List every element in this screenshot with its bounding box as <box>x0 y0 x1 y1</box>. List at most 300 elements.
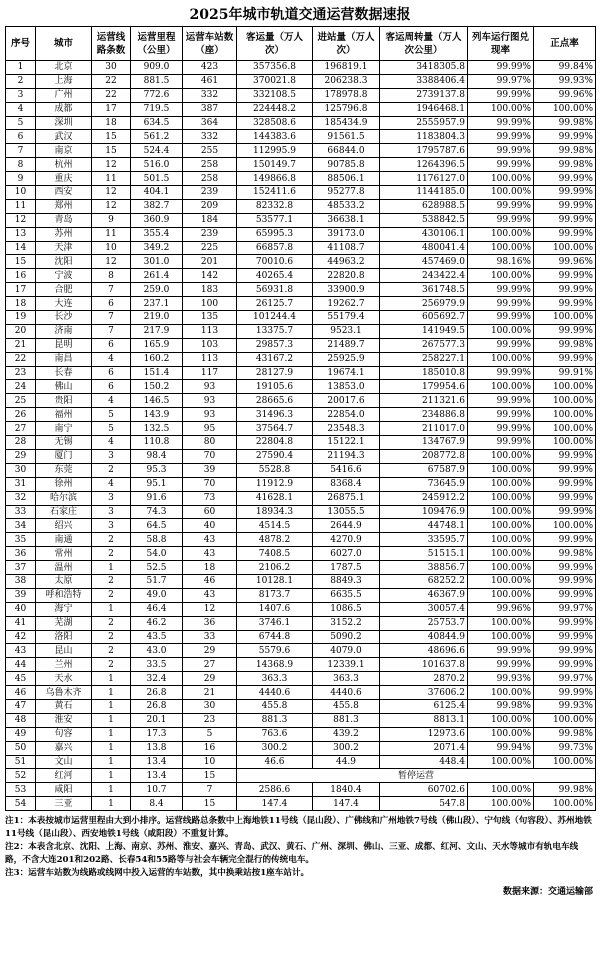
table-cell: 99.98% <box>468 699 534 713</box>
table-row <box>6 699 596 713</box>
table-cell: 13375.7 <box>237 324 313 338</box>
table-cell: 73 <box>183 491 237 505</box>
table-cell: 66844.0 <box>313 144 380 158</box>
table-cell: 99.99% <box>468 88 534 102</box>
table-cell: 501.5 <box>131 172 183 186</box>
table-cell: 10 <box>183 755 237 769</box>
table-cell: 11 <box>6 199 36 213</box>
table-cell: 48696.6 <box>380 644 468 658</box>
table-row <box>6 130 596 144</box>
table-cell: 100.00% <box>534 241 596 255</box>
table-cell: 芜湖 <box>36 616 92 630</box>
table-cell: 99.99% <box>468 311 534 325</box>
table-cell: 40 <box>6 602 36 616</box>
table-cell: 117 <box>183 366 237 380</box>
table-cell: 1 <box>92 561 131 575</box>
table-cell: 37564.7 <box>237 422 313 436</box>
table-cell: 23 <box>183 713 237 727</box>
table-cell: 100.00% <box>468 561 534 575</box>
table-cell: 100.00% <box>468 505 534 519</box>
table-row <box>6 547 596 561</box>
table-cell: 150149.7 <box>237 158 313 172</box>
table-cell: 东莞 <box>36 463 92 477</box>
table-cell: 100.00% <box>468 574 534 588</box>
table-cell: 18 <box>92 116 131 130</box>
table-cell: 1 <box>92 769 131 783</box>
table-cell: 110.8 <box>131 436 183 450</box>
table-cell: 99.99% <box>534 269 596 283</box>
table-cell: 332 <box>183 88 237 102</box>
table-row <box>6 324 596 338</box>
table-cell: 99.99% <box>468 338 534 352</box>
table-cell: 211017.0 <box>380 422 468 436</box>
table-cell: 99.98% <box>534 783 596 797</box>
table-cell: 100.00% <box>534 422 596 436</box>
table-cell: 12 <box>92 255 131 269</box>
table-cell: 224448.2 <box>237 102 313 116</box>
table-cell: 红河 <box>36 769 92 783</box>
table-cell: 22804.8 <box>237 436 313 450</box>
table-cell: 5528.8 <box>237 463 313 477</box>
table-cell: 206238.3 <box>313 74 380 88</box>
table-cell: 3 <box>92 491 131 505</box>
table-cell: 113 <box>183 324 237 338</box>
table-cell: 37 <box>6 561 36 575</box>
table-cell: 13.4 <box>131 769 183 783</box>
table-cell: 4440.6 <box>313 686 380 700</box>
table-cell: 70 <box>183 449 237 463</box>
table-cell: 93 <box>183 394 237 408</box>
table-row <box>6 491 596 505</box>
table-cell: 26125.7 <box>237 297 313 311</box>
table-cell: 60702.6 <box>380 783 468 797</box>
table-cell: 7408.5 <box>237 547 313 561</box>
table-cell: 332108.5 <box>237 88 313 102</box>
table-cell: 99.99% <box>534 616 596 630</box>
table-cell: 361748.5 <box>380 283 468 297</box>
table-cell: 99.99% <box>534 352 596 366</box>
table-cell: 404.1 <box>131 186 183 200</box>
table-cell: 12 <box>183 602 237 616</box>
table-cell: 14 <box>6 241 36 255</box>
table-cell: 三亚 <box>36 797 92 811</box>
table-cell: 2 <box>92 574 131 588</box>
table-cell: 151.4 <box>131 366 183 380</box>
table-cell: 147.4 <box>237 797 313 811</box>
table-cell: 73645.9 <box>380 477 468 491</box>
table-cell: 225 <box>183 241 237 255</box>
header-city: 城市 <box>36 27 92 61</box>
table-cell: 2 <box>92 588 131 602</box>
header-index: 序号 <box>6 27 36 61</box>
table-cell: 99.99% <box>534 283 596 297</box>
table-cell: 99.98% <box>534 116 596 130</box>
table-cell: 255 <box>183 144 237 158</box>
table-cell: 99.98% <box>534 338 596 352</box>
table-cell: 无锡 <box>36 436 92 450</box>
table-cell: 12 <box>92 199 131 213</box>
table-cell: 昆明 <box>36 338 92 352</box>
table-cell: 99.99% <box>534 324 596 338</box>
table-cell: 605692.7 <box>380 311 468 325</box>
table-cell: 7 <box>92 311 131 325</box>
table-row <box>6 574 596 588</box>
table-cell: 2 <box>6 74 36 88</box>
table-cell: 21 <box>183 686 237 700</box>
table-cell: 绍兴 <box>36 519 92 533</box>
table-cell: 41108.7 <box>313 241 380 255</box>
table-row <box>6 144 596 158</box>
table-cell: 134767.9 <box>380 436 468 450</box>
table-cell: 99.99% <box>534 686 596 700</box>
table-cell: 209 <box>183 199 237 213</box>
header-stations: 运营车站数（座） <box>183 27 237 61</box>
table-cell: 439.2 <box>313 727 380 741</box>
table-cell: 64.5 <box>131 519 183 533</box>
table-cell: 28 <box>6 436 36 450</box>
table-cell: 99.98% <box>534 547 596 561</box>
table-cell: 2 <box>92 644 131 658</box>
table-cell: 大连 <box>36 297 92 311</box>
table-cell: 100.00% <box>534 102 596 116</box>
table-cell: 91561.5 <box>313 130 380 144</box>
table-cell: 2 <box>92 463 131 477</box>
table-cell: 4270.9 <box>313 533 380 547</box>
table-cell: 31496.3 <box>237 408 313 422</box>
table-cell: 5416.6 <box>313 463 380 477</box>
table-cell: 99.99% <box>534 533 596 547</box>
table-cell: 6 <box>92 338 131 352</box>
table-cell: 185010.8 <box>380 366 468 380</box>
table-row <box>6 658 596 672</box>
table-cell: 44.9 <box>313 755 380 769</box>
table-row <box>6 172 596 186</box>
table-cell: 211321.6 <box>380 394 468 408</box>
table-cell: 常州 <box>36 547 92 561</box>
table-cell: 70010.6 <box>237 255 313 269</box>
table-row <box>6 186 596 200</box>
table-cell: 300.2 <box>237 741 313 755</box>
table-cell: 呼和浩特 <box>36 588 92 602</box>
table-cell: 628988.5 <box>380 199 468 213</box>
table-cell: 1264396.5 <box>380 158 468 172</box>
table-cell: 245912.2 <box>380 491 468 505</box>
table-cell: 13.4 <box>131 755 183 769</box>
table-cell: 524.4 <box>131 144 183 158</box>
table-cell: 99.99% <box>534 199 596 213</box>
table-cell: 西安 <box>36 186 92 200</box>
table-cell: 22 <box>92 88 131 102</box>
table-row <box>6 241 596 255</box>
table-row <box>6 519 596 533</box>
table-cell: 43.5 <box>131 630 183 644</box>
table-cell: 135 <box>183 311 237 325</box>
table-cell: 258 <box>183 172 237 186</box>
table-cell: 41 <box>6 616 36 630</box>
table-cell: 26875.1 <box>313 491 380 505</box>
table-cell: 44 <box>6 658 36 672</box>
table-cell: 93 <box>183 380 237 394</box>
table-cell: 21489.7 <box>313 338 380 352</box>
table-cell: 济南 <box>36 324 92 338</box>
table-cell: 301.0 <box>131 255 183 269</box>
table-cell: 100.00% <box>534 380 596 394</box>
table-cell: 99.99% <box>534 186 596 200</box>
table-cell: 1 <box>92 741 131 755</box>
table-cell: 15 <box>92 144 131 158</box>
table-cell: 357356.8 <box>237 61 313 75</box>
table-cell: 8.4 <box>131 797 183 811</box>
table-cell: 19674.1 <box>313 366 380 380</box>
table-cell: 100.00% <box>468 269 534 283</box>
table-cell: 12 <box>92 186 131 200</box>
notes-section <box>5 815 595 880</box>
table-cell: 36638.1 <box>313 213 380 227</box>
table-cell: 1795787.6 <box>380 144 468 158</box>
table-cell: 100.00% <box>468 477 534 491</box>
table-cell: 33 <box>6 505 36 519</box>
table-cell: 5579.6 <box>237 644 313 658</box>
table-cell: 39 <box>6 588 36 602</box>
table-cell: 44963.2 <box>313 255 380 269</box>
table-cell: 99.94% <box>468 741 534 755</box>
table-cell: 1 <box>6 61 36 75</box>
table-cell: 25 <box>6 394 36 408</box>
table-cell: 183 <box>183 283 237 297</box>
table-row <box>6 61 596 75</box>
table-cell: 2 <box>92 630 131 644</box>
table-cell: 55179.4 <box>313 311 380 325</box>
table-row <box>6 755 596 769</box>
table-row <box>6 422 596 436</box>
table-cell: 19105.6 <box>237 380 313 394</box>
table-cell: 1946468.1 <box>380 102 468 116</box>
table-cell: 67587.9 <box>380 463 468 477</box>
table-cell: 46.4 <box>131 602 183 616</box>
table-cell: 185434.9 <box>313 116 380 130</box>
table-cell: 152411.6 <box>237 186 313 200</box>
table-row <box>6 283 596 297</box>
table-row <box>6 227 596 241</box>
table-cell: 99.93% <box>534 74 596 88</box>
table-cell: 10128.1 <box>237 574 313 588</box>
table-cell: 石家庄 <box>36 505 92 519</box>
table-row <box>6 116 596 130</box>
table-cell: 8813.1 <box>380 713 468 727</box>
table-cell: 150.2 <box>131 380 183 394</box>
table-cell: 乌鲁木齐 <box>36 686 92 700</box>
table-cell: 18 <box>6 297 36 311</box>
table-cell: 100.00% <box>534 394 596 408</box>
table-cell: 4 <box>92 394 131 408</box>
table-cell: 20.1 <box>131 713 183 727</box>
table-cell: 48 <box>6 713 36 727</box>
note-3: 注3：运营车站数为线路或线网中投入运营的车站数，其中换乘站按1座车站计。 <box>5 868 310 879</box>
table-cell: 99.99% <box>468 658 534 672</box>
table-row <box>6 88 596 102</box>
table-cell: 100.00% <box>468 491 534 505</box>
table-cell: 100.00% <box>468 783 534 797</box>
table-cell: 19262.7 <box>313 297 380 311</box>
table-cell: 49.0 <box>131 588 183 602</box>
table-cell: 763.6 <box>237 727 313 741</box>
table-cell: 3 <box>92 519 131 533</box>
table-cell: 91.6 <box>131 491 183 505</box>
table-cell: 13055.5 <box>313 505 380 519</box>
table-cell: 8 <box>92 269 131 283</box>
table-cell: 149866.8 <box>237 172 313 186</box>
table-body <box>6 61 596 811</box>
table-cell: 40 <box>183 519 237 533</box>
table-cell: 98.4 <box>131 449 183 463</box>
data-source: 数据来源：交通运输部 <box>502 887 593 898</box>
table-cell: 99.97% <box>534 602 596 616</box>
table-cell: 423 <box>183 61 237 75</box>
table-cell: 北京 <box>36 61 92 75</box>
table-cell: 30 <box>6 463 36 477</box>
table-cell: 258 <box>183 158 237 172</box>
table-cell: 1 <box>92 727 131 741</box>
table-cell: 261.4 <box>131 269 183 283</box>
table-cell: 43 <box>183 547 237 561</box>
table-cell: 38 <box>6 574 36 588</box>
table-cell: 53577.1 <box>237 213 313 227</box>
table-cell: 32 <box>6 491 36 505</box>
table-cell: 2 <box>92 616 131 630</box>
table-row <box>6 686 596 700</box>
table-row <box>6 783 596 797</box>
table-cell: 100.00% <box>534 797 596 811</box>
table-cell: 99.73% <box>534 741 596 755</box>
table-cell: 99.99% <box>468 213 534 227</box>
table-cell: 南通 <box>36 533 92 547</box>
table-cell: 41628.1 <box>237 491 313 505</box>
table-cell: 30057.4 <box>380 602 468 616</box>
table-cell: 青岛 <box>36 213 92 227</box>
table-cell: 1 <box>92 672 131 686</box>
table-cell: 30 <box>183 699 237 713</box>
table-cell: 厦门 <box>36 449 92 463</box>
table-cell: 21 <box>6 338 36 352</box>
table-cell: 33 <box>183 630 237 644</box>
table-cell: 95 <box>183 422 237 436</box>
table-cell: 1144185.0 <box>380 186 468 200</box>
table-cell: 嘉兴 <box>36 741 92 755</box>
table-cell: 99.91% <box>534 366 596 380</box>
table-row <box>6 269 596 283</box>
table-cell: 109476.9 <box>380 505 468 519</box>
table-cell: 461 <box>183 74 237 88</box>
table-cell: 天水 <box>36 672 92 686</box>
table-cell: 99.99% <box>534 227 596 241</box>
table-cell: 256979.9 <box>380 297 468 311</box>
header-mileage: 运营里程（公里） <box>131 27 183 61</box>
table-cell: 1407.6 <box>237 602 313 616</box>
table-row <box>6 741 596 755</box>
table-cell: 51515.1 <box>380 547 468 561</box>
table-cell: 100.00% <box>468 380 534 394</box>
table-cell: 2 <box>92 533 131 547</box>
table-cell: 31 <box>6 477 36 491</box>
table-cell: 14368.9 <box>237 658 313 672</box>
table-cell: 99.93% <box>534 699 596 713</box>
table-cell: 234886.8 <box>380 408 468 422</box>
table-cell: 25753.7 <box>380 616 468 630</box>
table-cell: 719.5 <box>131 102 183 116</box>
table-cell: 22 <box>92 74 131 88</box>
table-cell: 15 <box>6 255 36 269</box>
table-cell: 福州 <box>36 408 92 422</box>
table-cell: 99.99% <box>534 130 596 144</box>
table-cell: 909.0 <box>131 61 183 75</box>
table-cell: 881.3 <box>313 713 380 727</box>
table-cell: 合肥 <box>36 283 92 297</box>
table-row <box>6 338 596 352</box>
table-cell: 2644.9 <box>313 519 380 533</box>
table-cell: 1787.5 <box>313 561 380 575</box>
table-cell: 4 <box>92 436 131 450</box>
table-cell: 99.99% <box>468 408 534 422</box>
table-cell: 2071.4 <box>380 741 468 755</box>
table-cell: 99.99% <box>468 436 534 450</box>
table-cell: 455.8 <box>237 699 313 713</box>
table-cell: 99.99% <box>468 366 534 380</box>
table-cell: 1 <box>92 686 131 700</box>
table-cell: 90785.8 <box>313 158 380 172</box>
table-cell: 17.3 <box>131 727 183 741</box>
table-cell: 佛山 <box>36 380 92 394</box>
table-cell: 22820.8 <box>313 269 380 283</box>
table-cell: 80 <box>183 436 237 450</box>
paused-status-cell: 暂停运营 <box>237 769 596 783</box>
metro-data-table <box>5 26 596 811</box>
table-cell: 99.98% <box>534 158 596 172</box>
table-cell: 99.99% <box>534 588 596 602</box>
table-cell: 太原 <box>36 574 92 588</box>
table-cell: 26.8 <box>131 699 183 713</box>
table-cell: 100.00% <box>468 727 534 741</box>
table-cell: 43 <box>183 588 237 602</box>
table-header-row <box>6 27 596 61</box>
table-cell: 49 <box>6 727 36 741</box>
table-cell: 219.0 <box>131 311 183 325</box>
table-cell: 1183804.3 <box>380 130 468 144</box>
table-cell: 长沙 <box>36 311 92 325</box>
table-cell: 100.00% <box>534 519 596 533</box>
table-cell: 100 <box>183 297 237 311</box>
table-cell: 25925.9 <box>313 352 380 366</box>
table-cell: 74.3 <box>131 505 183 519</box>
table-cell: 26 <box>6 408 36 422</box>
header-entries: 进站量（万人次） <box>313 27 380 61</box>
table-cell: 29 <box>183 672 237 686</box>
table-row <box>6 630 596 644</box>
table-cell: 23548.3 <box>313 422 380 436</box>
table-cell: 100.00% <box>468 547 534 561</box>
table-cell: 100.00% <box>468 463 534 477</box>
table-cell: 12 <box>6 213 36 227</box>
table-cell: 2 <box>92 547 131 561</box>
table-cell: 4514.5 <box>237 519 313 533</box>
table-cell: 178978.8 <box>313 88 380 102</box>
table-cell: 深圳 <box>36 116 92 130</box>
table-cell: 1 <box>92 797 131 811</box>
table-cell: 23 <box>6 366 36 380</box>
table-cell: 50 <box>6 741 36 755</box>
table-cell: 99.99% <box>468 283 534 297</box>
table-cell: 24 <box>6 380 36 394</box>
table-cell: 147.4 <box>313 797 380 811</box>
